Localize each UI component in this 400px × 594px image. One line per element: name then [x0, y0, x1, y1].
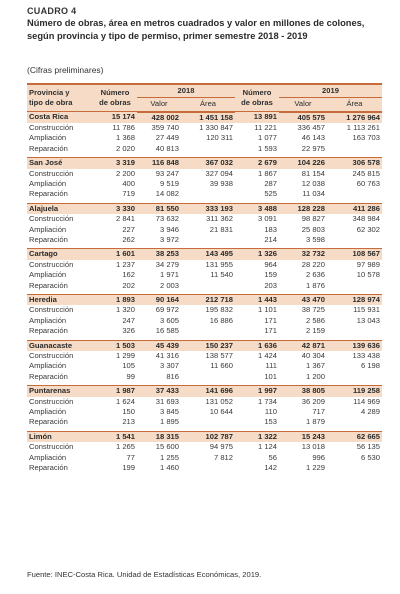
province-total-cell: 1 636: [235, 340, 279, 351]
permit-type-label: Construcción: [29, 214, 74, 224]
permit-type-label: Construcción: [29, 122, 74, 132]
table-row: [27, 305, 382, 315]
province-total-cell: 143 495: [181, 249, 235, 260]
province-total-cell: 333 193: [181, 203, 235, 214]
table-cell: 3 091: [257, 214, 277, 224]
table-cell: 163 703: [352, 133, 380, 143]
province-row-cartago: [27, 249, 382, 260]
table-cell: 2 636: [305, 270, 325, 280]
table-cell: 38 725: [301, 305, 325, 315]
table-cell: 247: [122, 315, 135, 325]
table-cell: 105: [122, 361, 135, 371]
table-row: [27, 123, 382, 133]
province-name: Limón: [27, 431, 93, 442]
table-cell: 162: [122, 270, 135, 280]
province-name: Guanacaste: [27, 340, 93, 351]
table-cell: 21 831: [209, 224, 233, 234]
province-total-cell: 1 541: [93, 431, 137, 442]
table-cell: 115 931: [353, 305, 380, 315]
table-cell: 11 786: [112, 122, 135, 132]
table-row: [27, 351, 382, 361]
table-cell: 2 003: [159, 280, 179, 290]
permit-type-label: Construcción: [29, 396, 74, 406]
table-cell: 1 330 847: [199, 122, 233, 132]
province-name: Heredia: [27, 295, 93, 306]
table-cell: 1 424: [257, 351, 277, 361]
table-cell: 717: [312, 407, 325, 417]
permit-type-label: Ampliación: [29, 133, 67, 143]
column-header-province: Provincia y tipo de obra: [27, 84, 93, 112]
province-total-cell: 45 439: [137, 340, 181, 351]
table-cell: 150: [122, 407, 135, 417]
table-cell: 36 209: [301, 396, 325, 406]
section-spacer: [27, 474, 382, 477]
table-row: [27, 442, 382, 452]
table-cell: 964: [264, 259, 277, 269]
table-cell: 46 143: [301, 133, 325, 143]
province-total-cell: 81 550: [137, 203, 181, 214]
table-cell: 56 135: [356, 442, 380, 452]
table-cell: 199: [122, 463, 135, 473]
table-cell: 400: [122, 178, 135, 188]
year-header-2019: 2019: [279, 84, 382, 98]
table-cell: 98 827: [301, 214, 325, 224]
province-row-alajuela: [27, 203, 382, 214]
table-cell: 1 077: [257, 133, 277, 143]
table-cell: 120 311: [206, 133, 233, 143]
table-row: [27, 326, 382, 336]
table-cell: 25 803: [301, 224, 325, 234]
table-cell: 13 018: [301, 442, 325, 452]
table-number: CUADRO 4: [27, 6, 77, 16]
table-cell: 99: [126, 371, 135, 381]
province-total-cell: 128 228: [279, 203, 327, 214]
table-cell: 2 586: [305, 315, 325, 325]
province-total-cell: 405 575: [279, 112, 327, 123]
province-total-cell: 141 696: [181, 386, 235, 397]
province-total-cell: 18 315: [137, 431, 181, 442]
column-header-count-2018: Número de obras: [93, 84, 137, 112]
table-cell: [327, 235, 382, 245]
table-cell: [181, 326, 235, 336]
province-total-cell: 1 997: [235, 386, 279, 397]
table-cell: 69 972: [155, 305, 179, 315]
province-row-puntarenas: [27, 386, 382, 397]
table-cell: 202: [122, 280, 135, 290]
table-row: [27, 270, 382, 280]
table-cell: 6 530: [360, 452, 380, 462]
table-row: [27, 361, 382, 371]
table-cell: 287: [264, 178, 277, 188]
table-row: [27, 169, 382, 179]
table-cell: 97 989: [356, 259, 380, 269]
table-cell: 142: [264, 463, 277, 473]
permit-type-label: Ampliación: [29, 224, 67, 234]
province-total-cell: 90 164: [137, 295, 181, 306]
table-cell: 16 585: [155, 326, 179, 336]
table-cell: 4 289: [360, 407, 380, 417]
province-total-cell: 128 974: [327, 295, 382, 306]
table-cell: 31 693: [155, 396, 179, 406]
province-row-san-jose: [27, 158, 382, 169]
table-cell: 227: [122, 224, 135, 234]
table-cell: [181, 144, 235, 154]
table-cell: 34 279: [155, 259, 179, 269]
table-cell: 153: [264, 417, 277, 427]
column-header-count-2019: Número de obras: [235, 84, 279, 112]
province-name: Costa Rica: [27, 112, 93, 123]
table-cell: 525: [264, 189, 277, 199]
table-cell: [181, 463, 235, 473]
province-total-cell: 13 891: [235, 112, 279, 123]
table-cell: 1 593: [257, 143, 277, 153]
table-cell: 1 624: [115, 396, 135, 406]
statistics-table: [27, 83, 382, 477]
province-total-cell: 139 636: [327, 340, 382, 351]
province-total-cell: 38 805: [279, 386, 327, 397]
province-total-cell: 108 567: [327, 249, 382, 260]
table-cell: 1 113 261: [346, 122, 380, 132]
table-cell: 203: [264, 280, 277, 290]
table-cell: 110: [264, 407, 277, 417]
table-cell: [181, 417, 235, 427]
table-cell: 1 200: [305, 371, 325, 381]
table-cell: 60 763: [356, 178, 380, 188]
province-total-cell: 212 718: [181, 295, 235, 306]
table-cell: 77: [126, 452, 135, 462]
column-header-area-2018: Área: [181, 98, 235, 112]
table-row: [27, 260, 382, 270]
table-row: [27, 316, 382, 326]
table-cell: 326: [122, 326, 135, 336]
province-total-cell: 32 732: [279, 249, 327, 260]
permit-type-label: Ampliación: [29, 178, 67, 188]
table-row: [27, 407, 382, 417]
table-cell: 1 320: [115, 305, 135, 315]
table-cell: 262: [122, 234, 135, 244]
table-cell: 359 740: [151, 122, 179, 132]
province-total-cell: 104 226: [279, 158, 327, 169]
province-total-cell: 150 237: [181, 340, 235, 351]
province-total-cell: 43 470: [279, 295, 327, 306]
table-row: [27, 235, 382, 245]
year-header-2018: 2018: [137, 84, 235, 98]
table-row: [27, 225, 382, 235]
table-cell: 13 043: [356, 315, 380, 325]
table-cell: [327, 463, 382, 473]
table-cell: 336 457: [297, 122, 325, 132]
table-cell: 7 812: [213, 452, 233, 462]
table-cell: 311 362: [206, 214, 233, 224]
province-row-limon: [27, 431, 382, 442]
table-cell: 62 302: [356, 224, 380, 234]
table-cell: 12 038: [301, 178, 325, 188]
table-cell: 3 307: [159, 361, 179, 371]
permit-type-label: Construcción: [29, 168, 74, 178]
province-total-cell: 1 443: [235, 295, 279, 306]
table-cell: 28 220: [301, 259, 325, 269]
table-cell: [327, 144, 382, 154]
permit-type-label: Reparación: [29, 326, 68, 336]
province-total-cell: 1 893: [93, 295, 137, 306]
table-cell: 1 229: [305, 463, 325, 473]
province-total-cell: 1 601: [93, 249, 137, 260]
table-subtitle: (Cifras preliminares): [27, 65, 104, 75]
table-cell: 133 438: [352, 351, 380, 361]
province-total-cell: 3 319: [93, 158, 137, 169]
province-total-cell: 119 258: [327, 386, 382, 397]
table-cell: 15 600: [155, 442, 179, 452]
table-cell: 101: [264, 371, 277, 381]
table-cell: 2 841: [115, 214, 135, 224]
table-cell: 27 449: [155, 133, 179, 143]
province-total-cell: 1 451 158: [181, 112, 235, 123]
province-total-cell: 15 243: [279, 431, 327, 442]
permit-type-label: Reparación: [29, 280, 68, 290]
permit-type-label: Ampliación: [29, 407, 67, 417]
table-row: [27, 463, 382, 473]
table-cell: 111: [265, 361, 277, 371]
table-cell: 3 946: [159, 224, 179, 234]
permit-type-label: Construcción: [29, 259, 74, 269]
province-total-cell: 42 871: [279, 340, 327, 351]
permit-type-label: Ampliación: [29, 270, 67, 280]
table-cell: 22 975: [301, 143, 325, 153]
table-cell: 1 876: [305, 280, 325, 290]
table-cell: [181, 235, 235, 245]
permit-type-label: Reparación: [29, 234, 68, 244]
table-cell: 41 316: [155, 351, 179, 361]
table-cell: 1 255: [159, 452, 179, 462]
column-header-value-2019: Valor: [279, 98, 327, 112]
province-total-cell: 3 330: [93, 203, 137, 214]
table-cell: 9 519: [159, 178, 179, 188]
table-row: [27, 372, 382, 382]
province-total-cell: 1 276 964: [327, 112, 382, 123]
table-cell: 3 598: [305, 234, 325, 244]
permit-type-label: Ampliación: [29, 315, 67, 325]
province-row-costa-rica: [27, 112, 382, 123]
table-cell: 214: [264, 234, 277, 244]
table-cell: 1 867: [257, 168, 277, 178]
table-cell: 1 101: [257, 305, 277, 315]
table-cell: 3 972: [159, 234, 179, 244]
table-row: [27, 281, 382, 291]
table-cell: 1 971: [159, 270, 179, 280]
permit-type-label: Reparación: [29, 417, 68, 427]
table-cell: [327, 417, 382, 427]
table-cell: 16 886: [209, 315, 233, 325]
table-cell: [181, 281, 235, 291]
province-name: San José: [27, 158, 93, 169]
table-cell: 6 198: [360, 361, 380, 371]
table-cell: 213: [122, 417, 135, 427]
permit-type-label: Construcción: [29, 305, 74, 315]
table-cell: 1 895: [159, 417, 179, 427]
province-name: Alajuela: [27, 203, 93, 214]
province-total-cell: 38 253: [137, 249, 181, 260]
table-cell: 1 367: [305, 361, 325, 371]
province-total-cell: 2 679: [235, 158, 279, 169]
table-cell: 10 644: [209, 407, 233, 417]
table-cell: 2 159: [305, 326, 325, 336]
permit-type-label: Ampliación: [29, 361, 67, 371]
table-cell: 11 034: [302, 189, 325, 199]
table-cell: 1 299: [115, 351, 135, 361]
table-cell: 2 020: [115, 143, 135, 153]
province-total-cell: 37 433: [137, 386, 181, 397]
permit-type-label: Construcción: [29, 351, 74, 361]
table-cell: 114 969: [353, 396, 380, 406]
table-cell: 10 578: [356, 270, 380, 280]
table-cell: 171: [264, 326, 277, 336]
table-cell: 183: [264, 224, 277, 234]
table-cell: 40 304: [301, 351, 325, 361]
province-total-cell: 306 578: [327, 158, 382, 169]
table-cell: 719: [122, 189, 135, 199]
table-cell: 195 832: [205, 305, 233, 315]
table-cell: 39 938: [209, 178, 233, 188]
table-cell: 56: [268, 452, 277, 462]
table-row: [27, 214, 382, 224]
province-name: Puntarenas: [27, 386, 93, 397]
province-total-cell: 62 665: [327, 431, 382, 442]
province-total-cell: 1 326: [235, 249, 279, 260]
province-total-cell: 367 032: [181, 158, 235, 169]
table-row: [27, 397, 382, 407]
province-total-cell: 102 787: [181, 431, 235, 442]
table-cell: 245 815: [352, 168, 380, 178]
table-cell: 996: [312, 452, 325, 462]
table-row: [27, 417, 382, 427]
province-total-cell: 411 286: [327, 203, 382, 214]
table-cell: 131 052: [205, 396, 233, 406]
table-cell: 131 955: [205, 259, 233, 269]
permit-type-label: Reparación: [29, 463, 68, 473]
table-cell: 2 200: [115, 168, 135, 178]
table-cell: 1 265: [115, 442, 135, 452]
table-title: Número de obras, área en metros cuadrados y valor en millones de colones, según provincia y tipo de permiso, primer semestre 2018 - 2019: [27, 18, 365, 41]
permit-type-label: Ampliación: [29, 452, 67, 462]
table-cell: 1 734: [257, 396, 277, 406]
table-cell: [181, 189, 235, 199]
province-total-cell: 116 848: [137, 158, 181, 169]
table-cell: 1 368: [115, 133, 135, 143]
permit-type-label: Reparación: [29, 189, 68, 199]
table-row: [27, 179, 382, 189]
province-total-cell: 3 488: [235, 203, 279, 214]
table-cell: 40 813: [155, 143, 179, 153]
table-cell: [181, 372, 235, 382]
table-source: Fuente: INEC-Costa Rica. Unidad de Estadísticas Económicas, 2019.: [27, 570, 262, 579]
table-cell: 94 975: [209, 442, 233, 452]
table-cell: 93 247: [155, 168, 179, 178]
table-cell: 1 460: [159, 463, 179, 473]
table-cell: 3 605: [159, 315, 179, 325]
table-cell: 11 660: [210, 361, 233, 371]
table-row: [27, 453, 382, 463]
province-total-cell: 1 322: [235, 431, 279, 442]
province-row-heredia: [27, 295, 382, 306]
province-name: Cartago: [27, 249, 93, 260]
table-cell: 1 124: [257, 442, 277, 452]
table-cell: 816: [166, 371, 179, 381]
table-body: [27, 112, 382, 477]
province-total-cell: 1 987: [93, 386, 137, 397]
table-cell: [327, 372, 382, 382]
table-cell: 11 221: [254, 122, 277, 132]
province-total-cell: 1 503: [93, 340, 137, 351]
table-cell: [327, 281, 382, 291]
table-cell: 14 082: [155, 189, 179, 199]
table-cell: 138 577: [205, 351, 233, 361]
table-cell: 171: [264, 315, 277, 325]
table-cell: 11 540: [210, 270, 233, 280]
permit-type-label: Reparación: [29, 143, 68, 153]
province-total-cell: 15 174: [93, 112, 137, 123]
permit-type-label: Construcción: [29, 442, 74, 452]
table-row: [27, 189, 382, 199]
table-cell: [327, 189, 382, 199]
province-total-cell: 428 002: [137, 112, 181, 123]
province-row-guanacaste: [27, 340, 382, 351]
table-cell: 159: [264, 270, 277, 280]
table-cell: 73 632: [155, 214, 179, 224]
column-header-value-2018: Valor: [137, 98, 181, 112]
table-cell: [327, 326, 382, 336]
table-row: [27, 144, 382, 154]
table-cell: 348 984: [352, 214, 380, 224]
table-cell: 327 094: [205, 168, 233, 178]
table-cell: 81 154: [301, 168, 325, 178]
table-cell: 1 879: [305, 417, 325, 427]
table-cell: 1 237: [115, 259, 135, 269]
table-row: [27, 133, 382, 143]
table-cell: 3 845: [159, 407, 179, 417]
permit-type-label: Reparación: [29, 371, 68, 381]
column-header-area-2019: Área: [327, 98, 382, 112]
